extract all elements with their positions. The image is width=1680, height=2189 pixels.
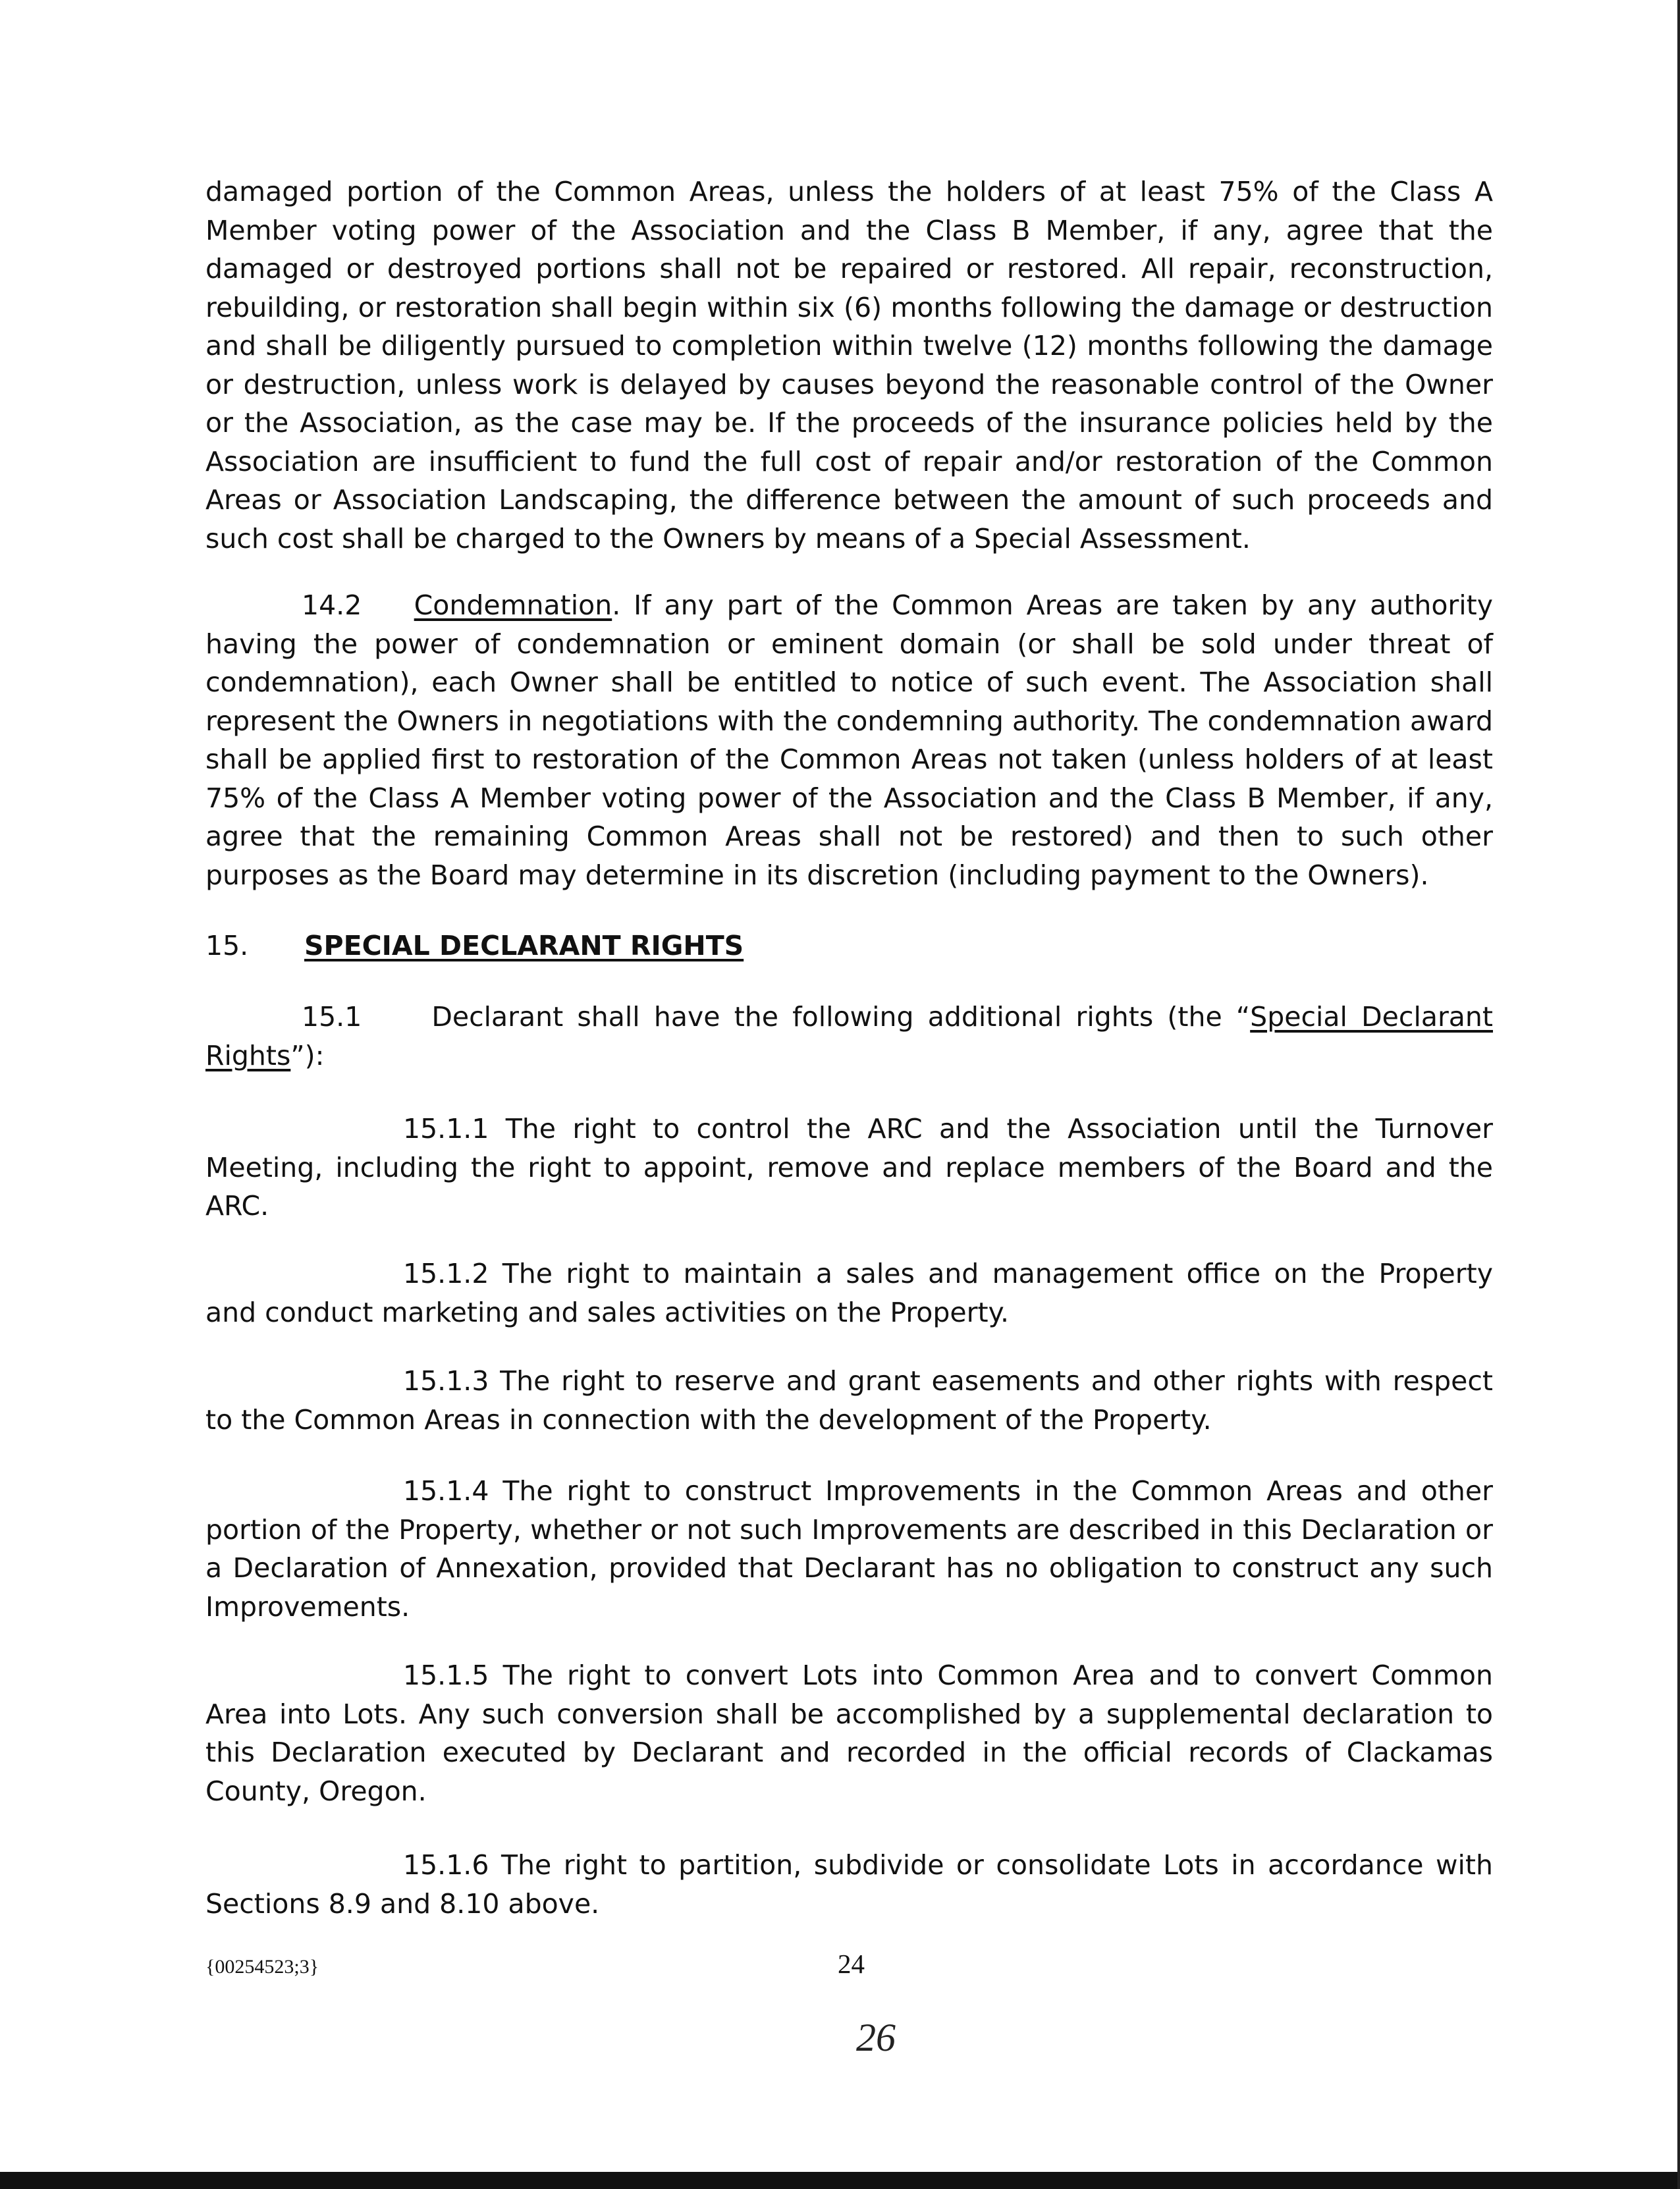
handwritten-page-mark: 26 — [856, 2016, 896, 2059]
section-number: 14.2 — [302, 589, 362, 621]
heading-title: SPECIAL DECLARANT RIGHTS — [304, 930, 744, 961]
section-15-1 — [205, 998, 1493, 1075]
document-id: {00254523;3} — [205, 1956, 319, 1978]
heading-number: 15. — [205, 930, 249, 961]
scan-border-bottom — [0, 2172, 1680, 2189]
page-number: 24 — [838, 1949, 865, 1979]
section-title: Condemnation — [414, 589, 612, 621]
paragraph-continued: damaged portion of the Common Areas, unless the holders of at least 75% of the Class A Member voting power of the Association and the Class B Member, if any, agree that the damaged or destroyed portions shall not be repaired or restored. All repair, reconstruction, rebuilding, or restoration shall begin within six (6) months following the damage or destruction and shall be diligently pursued to completion within twelve (12) months following the damage or destruction, unless work is delayed by causes beyond the reasonable control of the Owner or the Association, as the case may be. If the proceeds of the insurance policies held by the Association are insufficient to fund the full cost of repair and/or restoration of the Common Areas or Association Landscaping, the difference between the amount of such proceeds and such cost shall be charged to the Owners by means of a Special Assessment. — [205, 176, 1493, 554]
item-15-1-4: 15.1.4 The right to construct Improvements in the Common Areas and other portion of the Property, whether or not such Improvements are described in this Declaration or a Declaration of Annexation, provided that Declarant has no obligation to construct any such Improvements. — [205, 1475, 1493, 1623]
section-14-2 — [205, 586, 1493, 894]
section-lead: Declarant shall have the following additional rights (the “ — [431, 1001, 1251, 1033]
item-15-1-3: 15.1.3 The right to reserve and grant easements and other rights with respect to the Common Areas in connection with the development of the Property. — [205, 1365, 1493, 1436]
defined-term: Special Declarant Rights — [205, 1001, 1493, 1071]
scan-border-right — [1677, 0, 1680, 2189]
item-15-1-5: 15.1.5 The right to convert Lots into Common Area and to convert Common Area into Lots. Any such conversion shall be accomplished by a supplemental declaration to this Declaration executed by Declarant and recorded in the official records of Clackamas County, Oregon. — [205, 1660, 1493, 1807]
section-number: 15.1 — [302, 1001, 362, 1033]
section-tail: ”): — [290, 1039, 325, 1071]
item-15-1-6: 15.1.6 The right to partition, subdivide or consolidate Lots in accordance with Sections 8.9 and 8.10 above. — [205, 1849, 1493, 1920]
item-15-1-1: 15.1.1 The right to control the ARC and the Association until the Turnover Meeting, including the right to appoint, remove and replace members of the Board and the ARC. — [205, 1113, 1493, 1222]
item-15-1-2: 15.1.2 The right to maintain a sales and management office on the Property and conduct marketing and sales activities on the Property. — [205, 1258, 1493, 1328]
section-body: . If any part of the Common Areas are taken by any authority having the power of condemnation or eminent domain (or shall be sold under threat of condemnation), each Owner shall be entitled to notice of such event. The Association shall represent the Owners in negotiations with the condemning authority. The condemnation award shall be applied first to restoration of the Common Areas not taken (unless holders of at least 75% of the Class A Member voting power of the Association and the Class B Member, if any, agree that the remaining Common Areas shall not be restored) and then to such other purposes as the Board may determine in its discretion (including payment to the Owners). — [205, 589, 1493, 891]
